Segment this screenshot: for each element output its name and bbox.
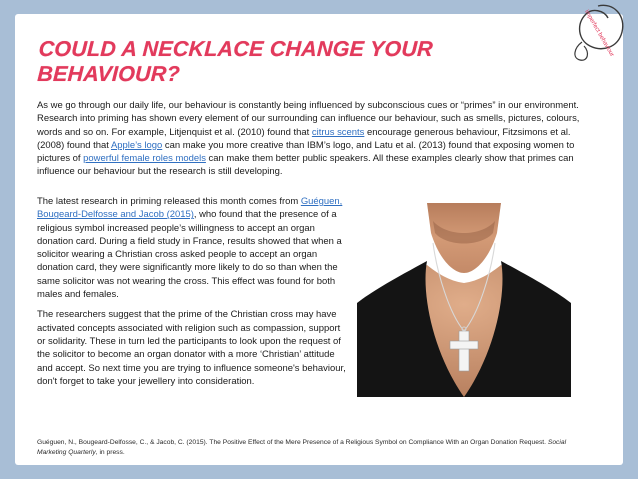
study-paragraph: The latest research in priming released this month comes from Guéguen, Bougeard-Delfosse and Jacob (2015), who found that the presence of a religious symbol increased people’s willingness to accept an organ donation card. During a field study in France, results showed that when a solicitor wearing a Christian cross asked people to accept an organ donation card, they were significantly more likely to do so than when the same solicitor was not wearing the cross. This effect was found for both males and females.	[37, 196, 343, 301]
page-title: COULD A NECKLACE CHANGE YOUR BEHAVIOUR?	[36, 37, 434, 86]
link-citrus-scents[interactable]: citrus scents	[311, 126, 365, 138]
imperfect-behaviour-logo	[568, 2, 630, 64]
link-apples-logo[interactable]: Apple’s logo	[110, 139, 163, 151]
link-powerful-female-role-models[interactable]: powerful female roles models	[83, 153, 206, 165]
link-gueguen-study[interactable]: Guéguen, Bougeard-Delfosse and Jacob (2015)	[37, 196, 343, 221]
intro-paragraph: As we go through our daily life, our behaviour is constantly being influenced by subconscious cues or “primes” in our environment. Research into priming has shown every element of our surrounding can influence our behaviour, such as smells, pictures, colours, words and so on. For example, Litjenquist et al. (2010) found that citrus scents encourage generous behaviour, Fitzsimons et al. (2008) found that Apple’s logo can make you more creative than IBM’s logo, and Latu et al. (2013) found that exposing women to pictures of powerful female roles models can make them better public speakers. All these examples clearly show that primes can influence our behaviour but the research is still developing.	[37, 100, 580, 178]
conclusion-paragraph: The researchers suggest that the prime of the Christian cross may have activated concepts associated with religion such as compassion, support or solidarity. These in turn led the participants to look upon the request of the solicitor to become an organ donator with a more ‘Christian’ attitude and accept. So next time you are trying to influence someone's behaviour, don't forget to take your jewellery into consideration.	[37, 309, 346, 387]
article-column	[37, 195, 349, 395]
svg-text:imperfect behaviour: imperfect behaviour	[583, 9, 615, 58]
reference-citation: Guéguen, N., Bougeard-Delfosse, C., & Jacob, C. (2015). The Positive Effect of the Mere Presence of a Religious Symbol on Compliance With an Organ Donation Request. Social Marketing Quarterly, in press.	[37, 439, 567, 456]
cross-necklace-photo	[357, 203, 571, 397]
